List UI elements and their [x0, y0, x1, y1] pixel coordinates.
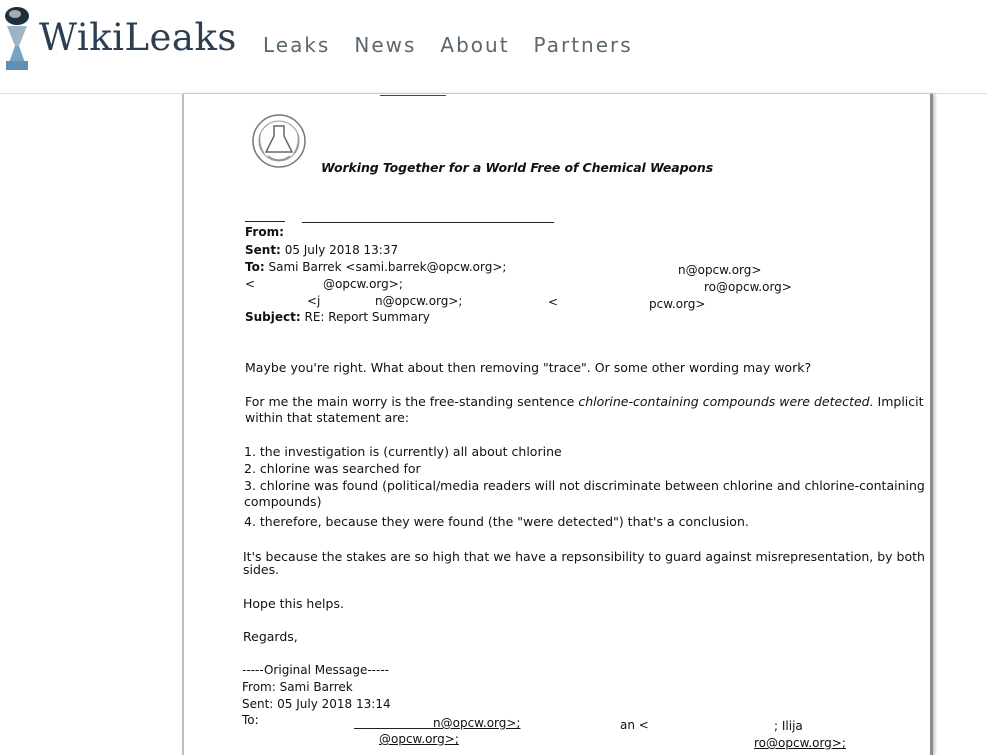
email-to-fragment: n@opcw.org>	[678, 263, 762, 277]
page-top-fragment	[380, 94, 446, 96]
original-sent-line: Sent: 05 July 2018 13:14	[242, 697, 391, 711]
nav-partners[interactable]: Partners	[533, 33, 633, 57]
email-to-fragment: pcw.org>	[649, 297, 706, 311]
original-to-line: To:	[242, 713, 259, 727]
list-item-4: 4. therefore, because they were found (the "were detected") that's a conclusion.	[244, 514, 749, 529]
list-item-3-line-2: compounds)	[244, 494, 322, 509]
body-paragraph-3: It's because the stakes are so high that we have a repsonsibility to guard against misrepresentation, by both	[243, 549, 925, 564]
body-paragraph-2-line-2: within that statement are:	[245, 410, 410, 425]
main-nav	[263, 33, 657, 57]
document-tagline: Working Together for a World Free of Chemical Weapons	[321, 160, 714, 175]
list-item-1: 1. the investigation is (currently) all about chlorine	[244, 444, 562, 459]
redaction-line	[354, 728, 434, 729]
original-to-fragment: n@opcw.org>;	[433, 716, 521, 730]
redaction-line	[302, 222, 554, 223]
email-to-line: To: Sami Barrek <sami.barrek@opcw.org>;	[245, 260, 507, 274]
body-paragraph-3-line-2: sides.	[243, 562, 280, 577]
email-to-fragment: <	[245, 277, 256, 291]
original-message-heading: -----Original Message-----	[242, 663, 389, 677]
site-logo-text[interactable]: WikiLeaks	[39, 16, 237, 59]
nav-news[interactable]: News	[354, 33, 417, 57]
site-header	[0, 0, 987, 94]
wikileaks-hourglass-icon[interactable]	[2, 6, 32, 72]
email-to-fragment: @opcw.org>;	[323, 277, 403, 291]
email-from-line: From:	[245, 225, 284, 239]
email-sent-line: Sent: 05 July 2018 13:37	[245, 243, 399, 257]
original-to-fragment: @opcw.org>;	[379, 732, 459, 746]
original-to-fragment: ; Ilija	[774, 719, 803, 733]
email-to-fragment: <	[548, 295, 559, 309]
body-paragraph-1: Maybe you're right. What about then removing "trace". Or some other wording may work?	[245, 360, 812, 375]
nav-about[interactable]: About	[440, 33, 510, 57]
email-to-fragment: <j	[307, 294, 321, 308]
nav-leaks[interactable]: Leaks	[263, 33, 331, 57]
redaction-line	[245, 221, 285, 222]
document-page	[182, 94, 933, 755]
list-item-2: 2. chlorine was searched for	[244, 461, 421, 476]
list-item-3: 3. chlorine was found (political/media readers will not discriminate between chlorine and chlorine-containing	[244, 478, 925, 493]
body-paragraph-5: Regards,	[243, 629, 298, 644]
email-subject-line: Subject: RE: Report Summary	[245, 310, 430, 324]
original-to-fragment: an <	[620, 718, 649, 732]
email-to-fragment: n@opcw.org>;	[375, 294, 463, 308]
opcw-emblem-icon	[250, 112, 308, 170]
email-to-fragment: ro@opcw.org>	[704, 280, 792, 294]
original-to-fragment: ro@opcw.org>;	[754, 736, 846, 750]
original-from-line: From: Sami Barrek	[242, 680, 353, 694]
body-paragraph-4: Hope this helps.	[243, 596, 344, 611]
body-paragraph-2: For me the main worry is the free-standing sentence chlorine-containing compounds were detected. Implicit	[245, 394, 924, 409]
